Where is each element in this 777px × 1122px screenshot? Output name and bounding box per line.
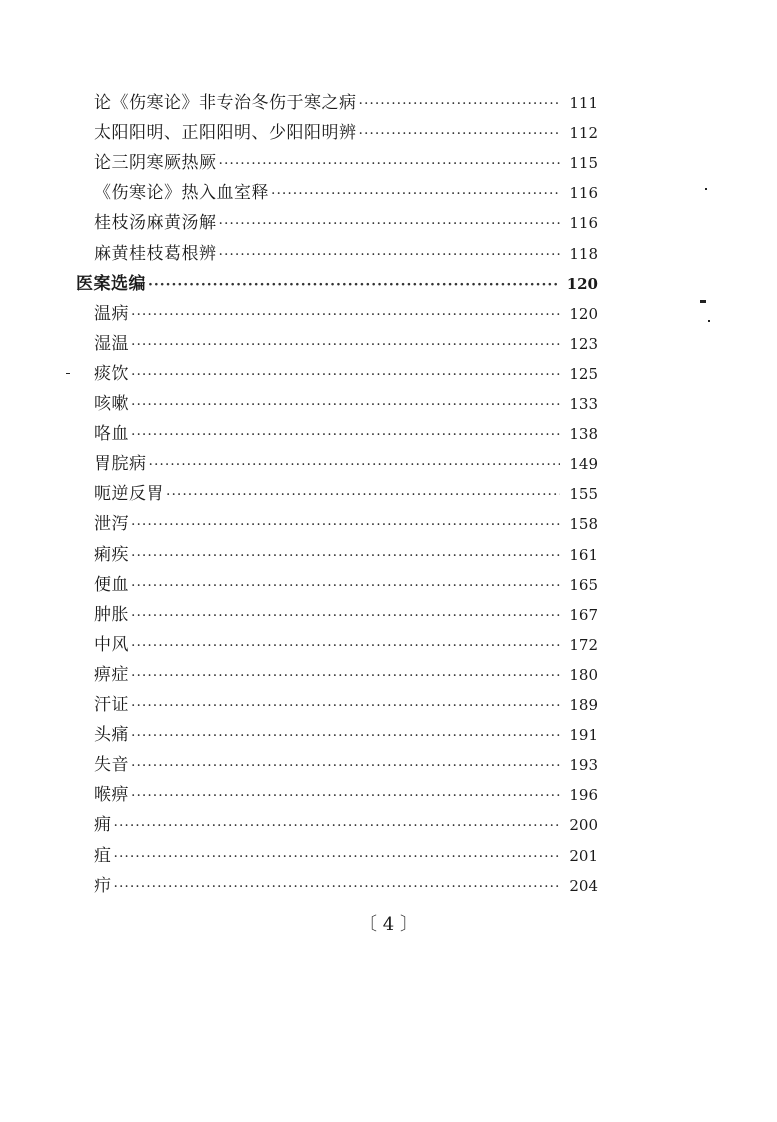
toc-dot-leader [131,661,560,691]
toc-dot-leader [166,480,560,510]
toc-entry-row [94,299,598,329]
toc-entry-row [94,148,598,178]
toc-entry-row [94,871,598,901]
toc-entry-page: 158 [569,515,598,534]
toc-dot-leader [131,781,560,811]
toc-entry-page: 111 [569,94,598,112]
toc-entry-page: 138 [569,425,598,444]
scan-speck [700,300,706,303]
toc-entry-title: 失音 [94,755,129,776]
toc-entry-page: 200 [569,816,598,835]
toc-entry-page: 201 [569,846,598,865]
toc-entry-row [94,841,598,871]
toc-entry-row [94,630,598,660]
toc-dot-leader [131,360,560,390]
toc-entry-title: 痈 [94,815,112,836]
toc-entry-row [94,329,598,359]
toc-dot-leader [131,390,560,420]
toc-entry-page: 118 [569,244,598,263]
toc-entry-page: 155 [569,485,598,504]
toc-entry-page: 193 [569,756,598,775]
toc-entry-title: 桂枝汤麻黄汤解 [94,213,217,234]
toc-dot-leader [114,872,561,902]
toc-entry-row [94,239,598,269]
toc-entry-row [94,178,598,208]
toc-entry-row [94,750,598,780]
toc-entry-row [94,479,598,509]
toc-dot-leader [149,450,561,480]
toc-entry-title: 胃脘病 [94,454,147,475]
toc-dot-leader [131,721,560,751]
toc-entry-row [94,660,598,690]
toc-entry-page: 120 [569,304,598,323]
toc-entry-title: 《伤寒论》热入血室释 [94,183,269,204]
toc-entry-title: 痢疾 [94,544,129,565]
toc-entry-page: 116 [569,184,598,203]
toc-entry-page: 149 [569,455,598,474]
toc-entry-page: 167 [569,605,598,624]
toc-dot-leader [131,541,560,571]
toc-entry-page: 115 [569,154,598,173]
toc-entry-row [94,780,598,810]
toc-dot-leader [219,240,561,270]
toc-dot-leader [131,601,560,631]
toc-entry-row [94,359,598,389]
toc-entry-page: 123 [569,334,598,353]
toc-entry-row [94,509,598,539]
toc-entry-title: 痰饮 [94,363,129,384]
toc-entry-title: 医案选编 [76,273,146,294]
toc-entry-row [94,419,598,449]
toc-entry-title: 呃逆反胃 [94,484,164,505]
toc-entry-title: 疽 [94,845,112,866]
toc-entry-row [94,449,598,479]
toc-entry-title: 头痛 [94,725,129,746]
toc-entry-title: 汗证 [94,695,129,715]
toc-entry-page: 112 [569,124,598,143]
toc-entry-title: 痹症 [94,664,129,685]
toc-entry-page: 161 [569,545,598,564]
toc-dot-leader [114,842,561,872]
toc-section-row [76,269,598,299]
toc-dot-leader [131,330,560,360]
toc-dot-leader [131,420,560,450]
toc-dot-leader [271,179,560,209]
toc-entry-title: 肿胀 [94,604,129,625]
toc-entry-page: 120 [566,274,598,293]
toc-entry-row [94,690,598,720]
toc-entry-page: 133 [569,395,598,413]
toc-entry-row [94,600,598,630]
scan-speck [708,320,710,322]
toc-entry-row [94,570,598,600]
toc-dot-leader [219,209,561,239]
toc-entry-page: 180 [569,665,598,684]
toc-entry-title: 麻黄桂枝葛根辨 [94,243,217,264]
toc-entry-page: 116 [569,214,598,233]
toc-entry-title: 论三阴寒厥热厥 [94,153,217,174]
toc-dot-leader [359,119,561,149]
toc-entry-title: 咯血 [94,424,129,445]
toc-dot-leader [148,270,560,300]
toc-entry-title: 疖 [94,875,112,896]
toc-dot-leader [131,300,560,330]
toc-entry-title: 论《伤寒论》非专治冬伤于寒之病 [94,93,357,113]
toc-dot-leader [131,751,560,781]
toc-entry-title: 温病 [94,303,129,324]
toc-dot-leader [131,510,560,540]
toc-entry-page: 196 [569,786,598,805]
toc-entry-page: 172 [569,635,598,654]
toc-entry-title: 咳嗽 [94,394,129,414]
toc-entry-row [94,540,598,570]
toc-entry-title: 湿温 [94,333,129,354]
scan-speck [705,188,707,190]
toc-entry-page: 125 [569,364,598,383]
toc-entry-page: 165 [569,575,598,594]
toc-dot-leader [131,631,560,661]
toc-entry-page: 191 [569,726,598,745]
toc-entry-title: 喉痹 [94,785,129,806]
toc-entry-row [94,720,598,750]
toc-entry-title: 太阳阳明、正阳阳明、少阳阳明辨 [94,123,357,144]
toc-entry-row [94,118,598,148]
toc-entry-row [94,810,598,840]
toc-entry-page: 189 [569,696,598,714]
page-number: 〔 4 〕 [359,914,418,935]
toc-dot-leader [131,691,560,721]
toc-dot-leader [219,149,561,179]
toc-entry-title: 便血 [94,574,129,595]
toc-dot-leader [359,89,561,119]
toc-entry-title: 泄泻 [94,514,129,535]
toc-dot-leader [114,811,561,841]
toc-dot-leader [131,571,560,601]
scan-speck [66,373,70,374]
toc-entry-row [94,389,598,419]
toc-entry-page: 204 [569,876,598,895]
toc-entry-row [94,88,598,118]
toc-entry-row [94,208,598,238]
toc-entry-title: 中风 [94,634,129,655]
